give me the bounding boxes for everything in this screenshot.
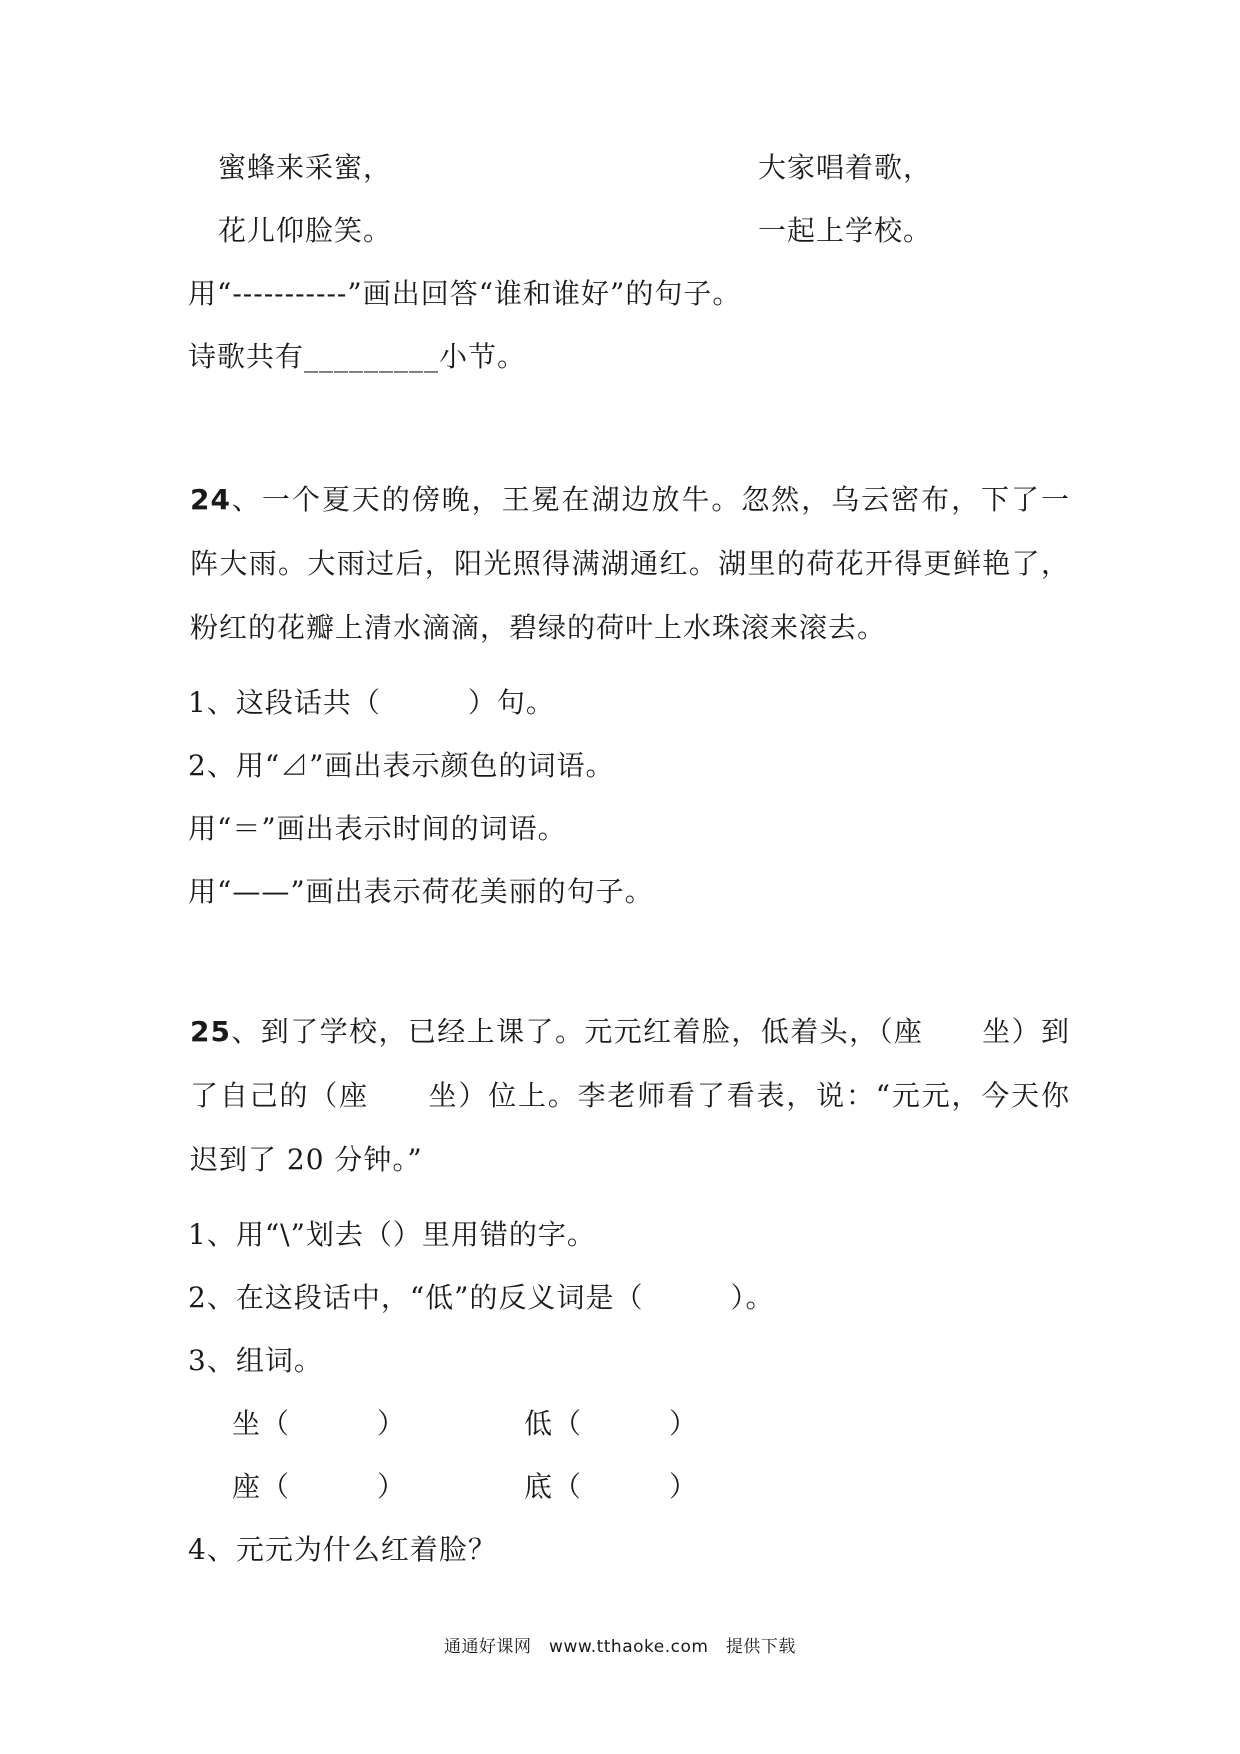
question-24-text: 、一个夏天的傍晚，王冕在湖边放牛。忽然，乌云密布，下了一阵大雨。大雨过后，阳光照得满湖通红。湖里的荷花开得更鲜艳了，粉红的花瓣上清水滴滴，碧绿的荷叶上水珠滚来滚去。 bbox=[190, 483, 1070, 644]
question-24-item-4: 用“——”画出表示荷花美丽的句子。 bbox=[188, 875, 654, 908]
question-25-word-2: 低（ ） bbox=[524, 1407, 699, 1440]
question-25-word-1: 坐（ ） bbox=[232, 1407, 407, 1440]
question-25-text: 、到了学校，已经上课了。元元红着脸，低着头，（座 坐）到了自己的（座 坐）位上。李老师看了看表，说：“元元，今天你迟到了 20 分钟。” bbox=[190, 1015, 1070, 1176]
question-24-passage bbox=[190, 468, 1070, 660]
poem-right-line-1: 大家唱着歌， bbox=[758, 151, 933, 184]
question-25-word-4: 底（ ） bbox=[524, 1470, 699, 1503]
page-footer: 通通好课网 www.tthaoke.com 提供下载 bbox=[444, 1637, 796, 1657]
question-25-number: 25 bbox=[190, 1015, 231, 1048]
poem-left-line-1: 蜜蜂来采蜜， bbox=[218, 151, 393, 184]
question-25-word-3: 座（ ） bbox=[232, 1470, 407, 1503]
question-25-passage bbox=[190, 1000, 1070, 1192]
question-24-item-2: 2、用“⊿”画出表示颜色的词语。 bbox=[188, 749, 615, 782]
poem-right-line-2: 一起上学校。 bbox=[758, 214, 933, 247]
question-25-item-2: 2、在这段话中，“低”的反义词是（ ）。 bbox=[188, 1281, 775, 1314]
question-25-item-3: 3、组词。 bbox=[188, 1344, 323, 1377]
question-24-number: 24 bbox=[190, 483, 231, 516]
poem-task-1: 用“-----------”画出回答“谁和谁好”的句子。 bbox=[188, 277, 742, 310]
question-24-item-3: 用“＝”画出表示时间的词语。 bbox=[188, 812, 567, 845]
poem-task-2: 诗歌共有_________小节。 bbox=[188, 340, 527, 373]
poem-left-line-2: 花儿仰脸笑。 bbox=[218, 214, 393, 247]
question-25-item-1: 1、用“\”划去（）里用错的字。 bbox=[188, 1218, 596, 1251]
question-24-item-1: 1、这段话共（ ）句。 bbox=[188, 686, 555, 719]
question-25-item-4: 4、元元为什么红着脸？ bbox=[188, 1533, 497, 1566]
